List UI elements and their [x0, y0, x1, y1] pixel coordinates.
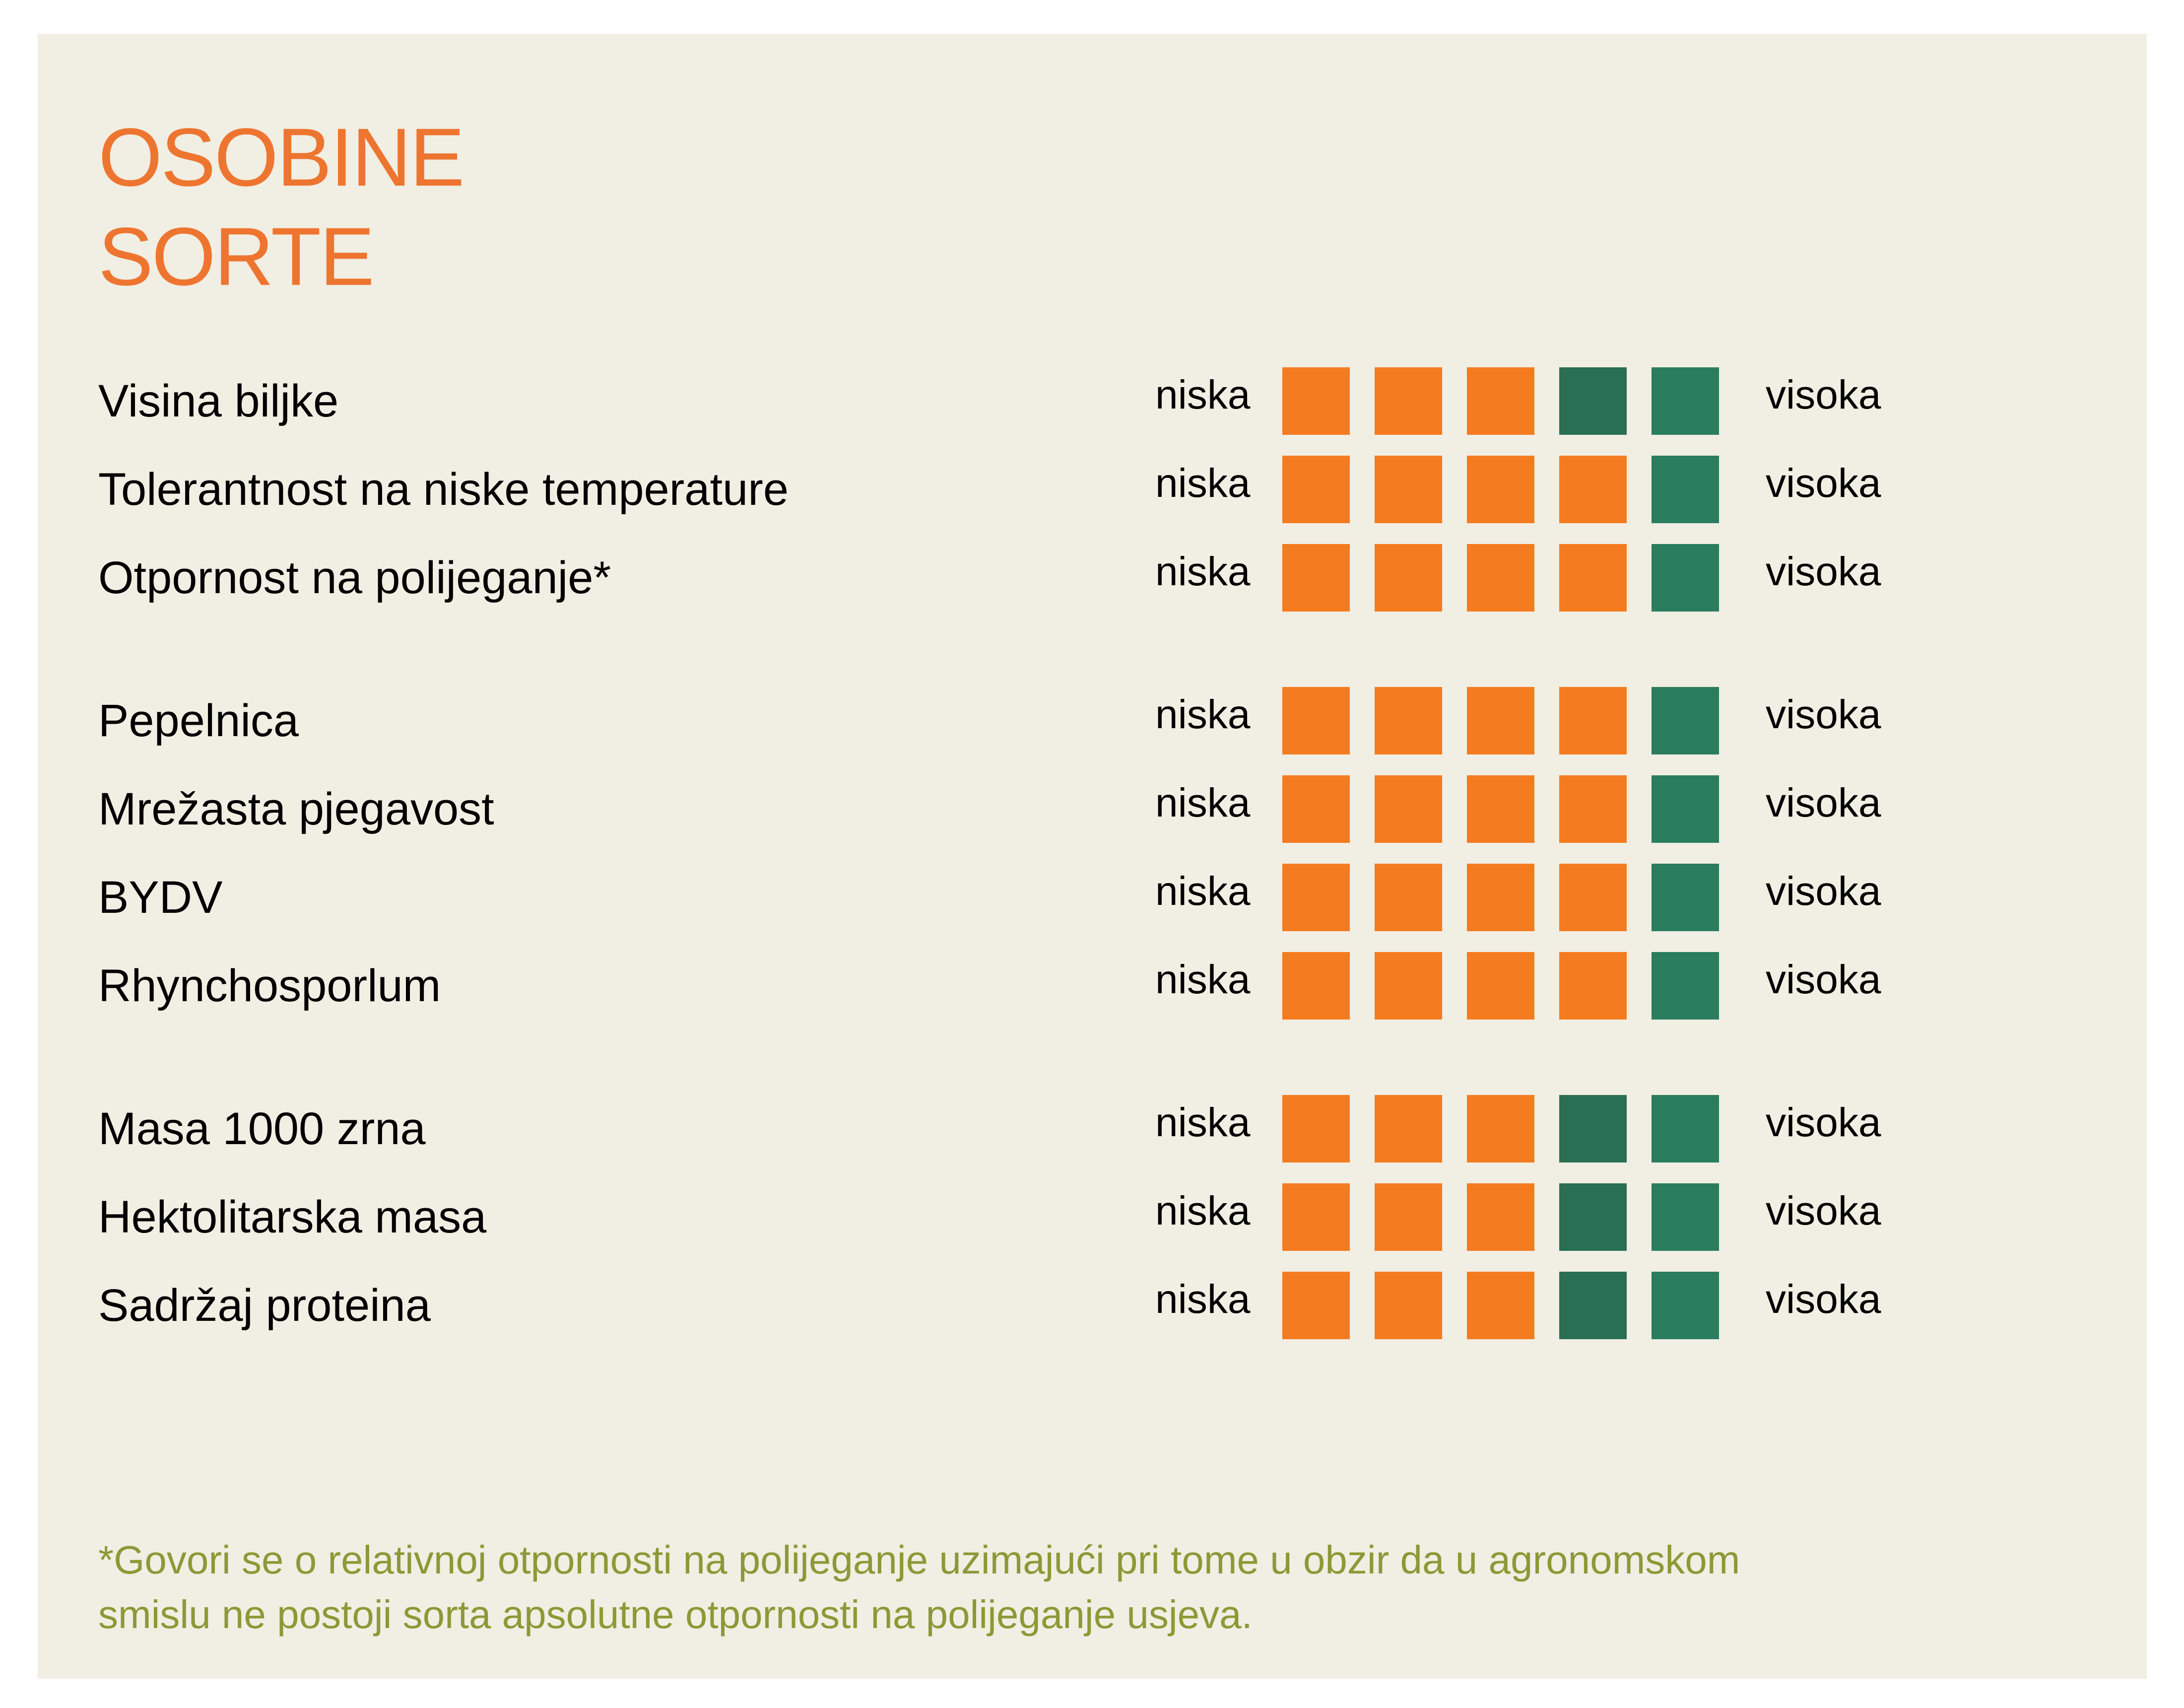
title-line-2: SORTE	[98, 211, 373, 303]
rating-cell-3	[1467, 775, 1534, 843]
scale-low-label: niska	[1155, 1100, 1251, 1145]
rating-row-label: Rhynchosporlum	[98, 960, 441, 1011]
rating-cell-5	[1652, 1095, 1719, 1162]
footnote	[98, 1533, 1740, 1642]
rating-cell-1	[1282, 687, 1350, 754]
scale-high-label: visoka	[1766, 1100, 1881, 1145]
rating-cell-4	[1559, 775, 1627, 843]
rating-cell-1	[1282, 864, 1350, 931]
rating-cell-4	[1559, 544, 1627, 612]
title-line-1: OSOBINE	[98, 112, 463, 204]
rating-row-label: Tolerantnost na niske temperature	[98, 464, 789, 515]
scale-high-label: visoka	[1766, 957, 1881, 1002]
rating-row	[38, 1256, 2147, 1355]
rating-cell-1	[1282, 1095, 1350, 1162]
rating-cell-4	[1559, 952, 1627, 1020]
rating-cell-4	[1559, 367, 1627, 435]
rating-row	[38, 528, 2147, 627]
rating-row-label: Hektolitarska masa	[98, 1192, 487, 1242]
rating-cell-4	[1559, 1095, 1627, 1162]
scale-low-label: niska	[1155, 1277, 1251, 1322]
rating-cell-2	[1375, 1183, 1442, 1251]
rating-row-label: Masa 1000 zrna	[98, 1103, 426, 1154]
rating-cell-2	[1375, 1272, 1442, 1339]
rating-cell-5	[1652, 1272, 1719, 1339]
scale-high-label: visoka	[1766, 1188, 1881, 1233]
rating-cell-3	[1467, 456, 1534, 523]
rating-cell-5	[1652, 864, 1719, 931]
rating-cell-5	[1652, 1183, 1719, 1251]
rating-cell-4	[1559, 456, 1627, 523]
footnote-line-1: *Govori se o relativnoj otpornosti na polijeganje uzimajući pri tome u obzir da u agronomskom	[98, 1538, 1740, 1582]
rating-cell-3	[1467, 952, 1534, 1020]
rating-row	[38, 936, 2147, 1035]
scale-high-label: visoka	[1766, 461, 1881, 506]
footnote-line-2: smislu ne postoji sorta apsolutne otpornosti na polijeganje usjeva.	[98, 1592, 1253, 1637]
rating-cell-2	[1375, 456, 1442, 523]
rating-cell-2	[1375, 864, 1442, 931]
rating-cell-1	[1282, 1272, 1350, 1339]
scale-low-label: niska	[1155, 780, 1251, 825]
rating-cell-1	[1282, 775, 1350, 843]
rating-cell-5	[1652, 687, 1719, 754]
rating-row-label: Sadržaj proteina	[98, 1280, 431, 1331]
rating-cell-4	[1559, 687, 1627, 754]
rating-cell-5	[1652, 544, 1719, 612]
rating-cell-2	[1375, 687, 1442, 754]
scale-low-label: niska	[1155, 461, 1251, 506]
scale-high-label: visoka	[1766, 780, 1881, 825]
rating-cell-1	[1282, 544, 1350, 612]
rating-cell-5	[1652, 952, 1719, 1020]
scale-high-label: visoka	[1766, 692, 1881, 737]
characteristics-panel	[38, 34, 2147, 1679]
scale-low-label: niska	[1155, 549, 1251, 594]
rating-cell-2	[1375, 1095, 1442, 1162]
rating-row-label: Visina biljke	[98, 376, 339, 426]
rating-row-label: BYDV	[98, 872, 223, 923]
rating-cell-3	[1467, 864, 1534, 931]
rating-row-label: Mrežasta pjegavost	[98, 784, 494, 834]
scale-low-label: niska	[1155, 869, 1251, 914]
rating-cell-2	[1375, 367, 1442, 435]
scale-high-label: visoka	[1766, 372, 1881, 417]
rating-cell-3	[1467, 544, 1534, 612]
rating-cell-5	[1652, 367, 1719, 435]
scale-low-label: niska	[1155, 1188, 1251, 1233]
rating-cell-4	[1559, 1183, 1627, 1251]
rating-cell-3	[1467, 1272, 1534, 1339]
scale-high-label: visoka	[1766, 1277, 1881, 1322]
rating-cell-2	[1375, 544, 1442, 612]
scale-low-label: niska	[1155, 957, 1251, 1002]
rating-cell-5	[1652, 775, 1719, 843]
scale-low-label: niska	[1155, 372, 1251, 417]
rating-cell-1	[1282, 367, 1350, 435]
rating-cell-1	[1282, 456, 1350, 523]
rating-cell-1	[1282, 952, 1350, 1020]
rating-cell-3	[1467, 687, 1534, 754]
rating-table	[38, 34, 2147, 1679]
rating-cell-3	[1467, 1183, 1534, 1251]
scale-low-label: niska	[1155, 692, 1251, 737]
rating-row-label: Pepelnica	[98, 695, 299, 746]
rating-cell-3	[1467, 367, 1534, 435]
rating-cell-5	[1652, 456, 1719, 523]
rating-cell-4	[1559, 864, 1627, 931]
rating-cell-2	[1375, 775, 1442, 843]
rating-row-label: Otpornost na polijeganje*	[98, 552, 611, 603]
scale-high-label: visoka	[1766, 869, 1881, 914]
rating-cell-2	[1375, 952, 1442, 1020]
rating-cell-1	[1282, 1183, 1350, 1251]
scale-high-label: visoka	[1766, 549, 1881, 594]
rating-cell-4	[1559, 1272, 1627, 1339]
rating-cell-3	[1467, 1095, 1534, 1162]
